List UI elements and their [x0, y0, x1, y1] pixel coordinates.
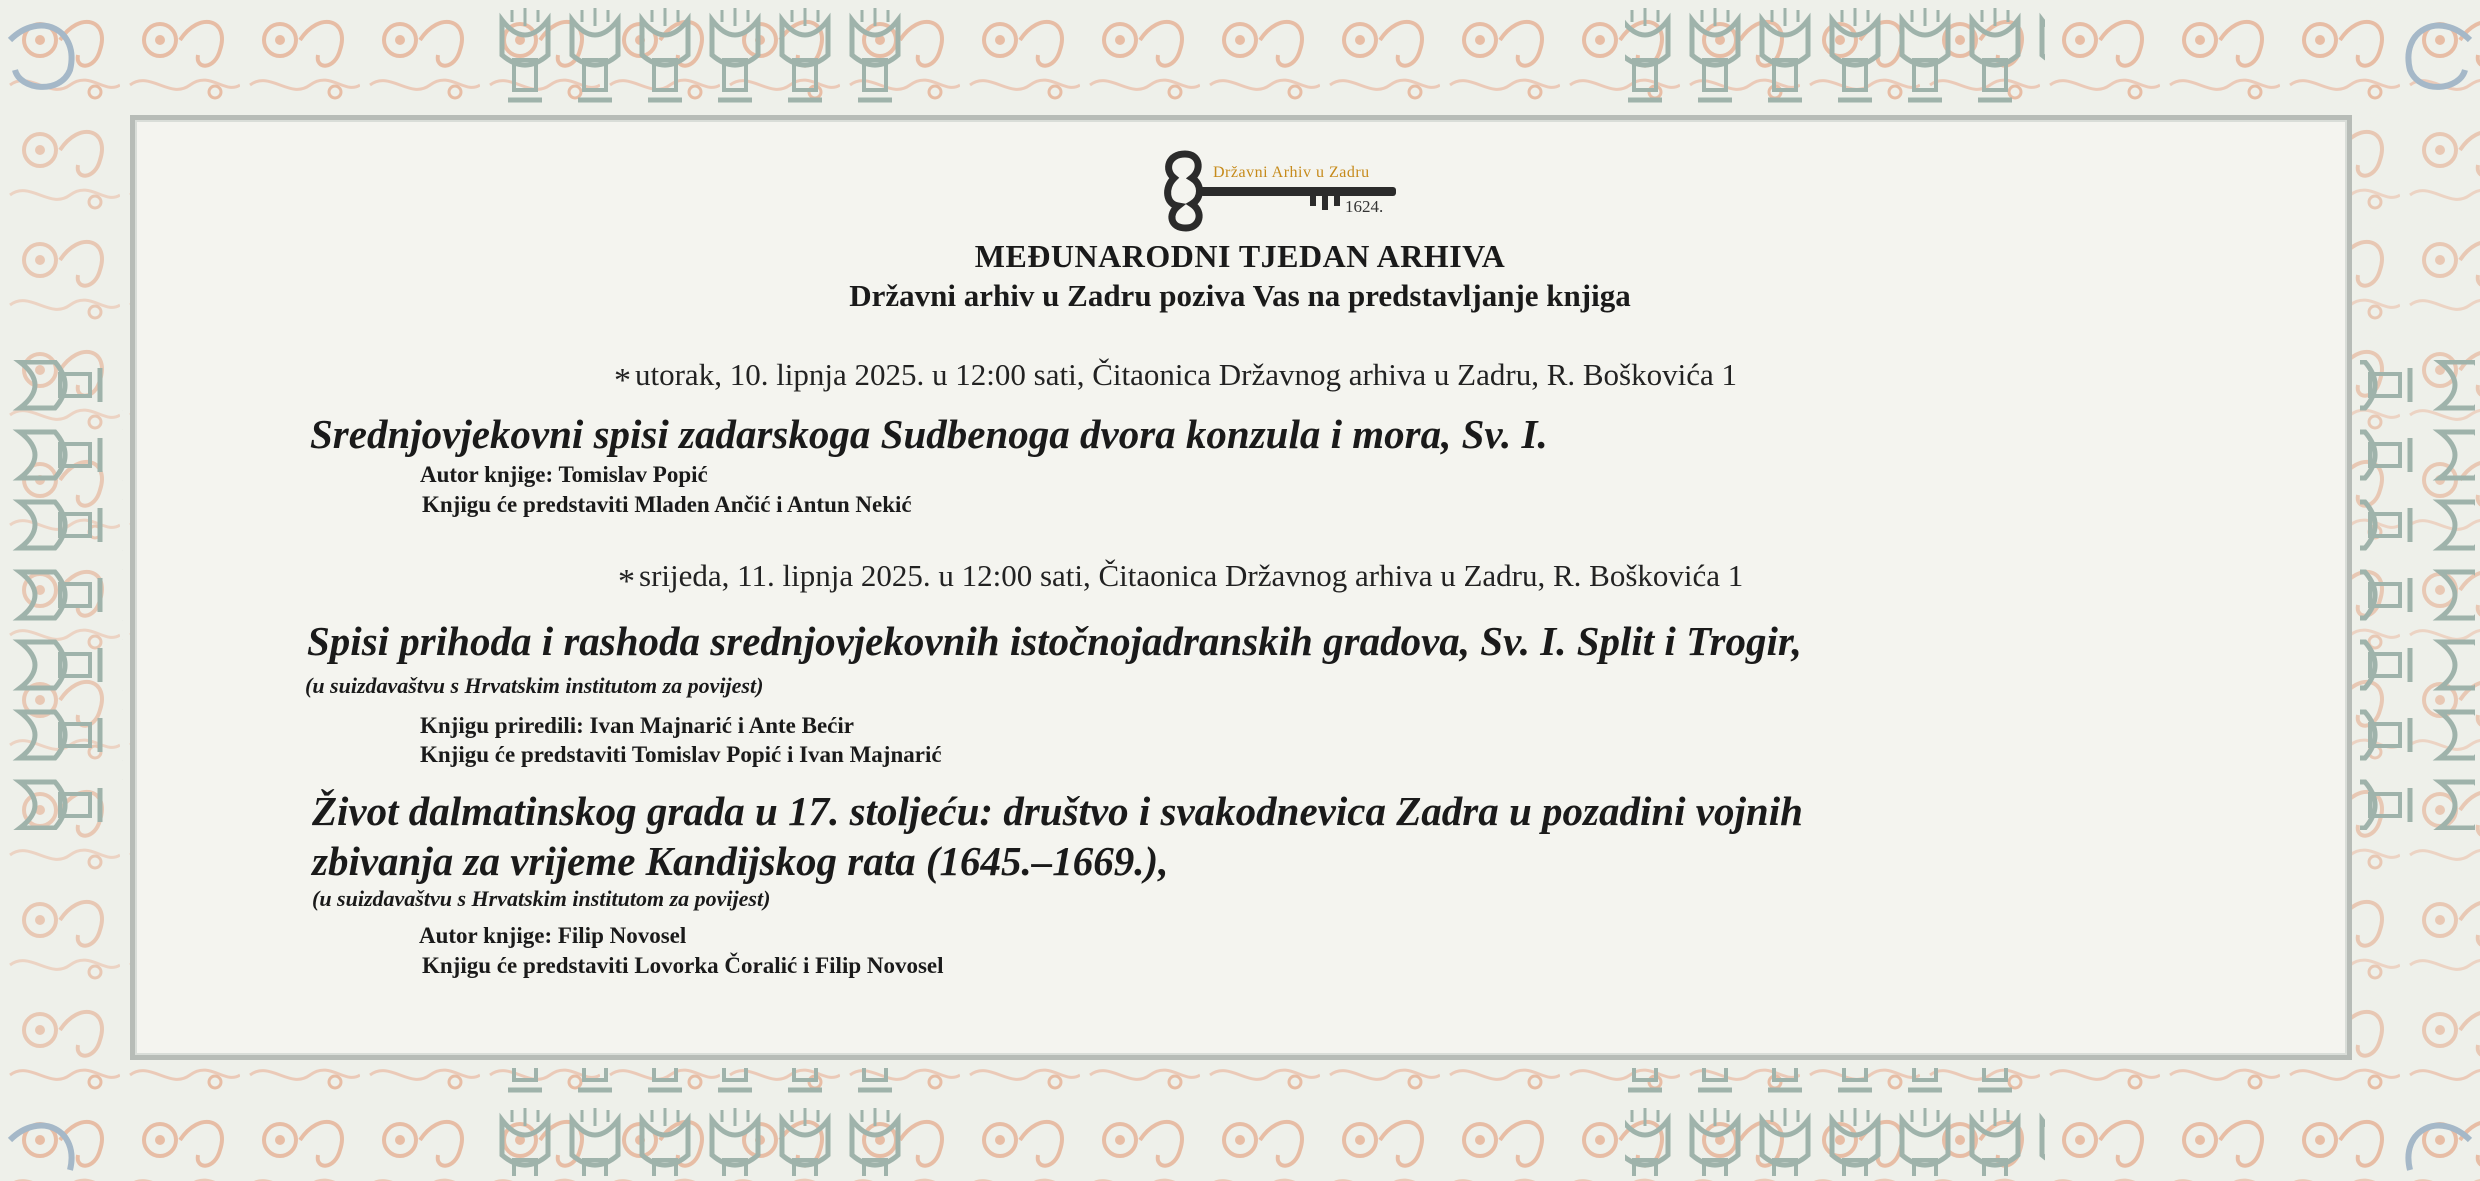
- book-presenters-3: Knjigu će predstaviti Lovorka Čoralić i Filip Novosel: [422, 953, 944, 978]
- book-presenters-2: Knjigu će predstaviti Tomislav Popić i Ivan Majnarić: [420, 742, 942, 767]
- book-note-3: (u suizdavaštvu s Hrvatskim institutom za povijest): [312, 886, 771, 911]
- event-date-text: utorak, 10. lipnja 2025. u 12:00 sati, Čitaonica Državnog arhiva u Zadru, R. Boškovića 1: [635, 357, 1737, 392]
- logo-wordmark: Državni Arhiv u Zadru: [1213, 164, 1370, 181]
- logo-year: 1624.: [1345, 197, 1384, 216]
- book-title-3-line2: zbivanja za vrijeme Kandijskog rata (1645.–1669.),: [312, 838, 1169, 884]
- event-date-1: [614, 356, 1737, 399]
- archive-key-logo-icon: [1160, 148, 1400, 232]
- page-subtitle: Državni arhiv u Zadru poziva Vas na predstavljanje knjiga: [849, 278, 1631, 313]
- book-author-1: Autor knjige: Tomislav Popić: [420, 462, 708, 487]
- book-author-3: Autor knjige: Filip Novosel: [419, 923, 687, 948]
- event-date-text: srijeda, 11. lipnja 2025. u 12:00 sati, Čitaonica Državnog arhiva u Zadru, R. Boškovića 1: [639, 558, 1744, 593]
- book-presenters-1: Knjigu će predstaviti Mladen Ančić i Antun Nekić: [422, 492, 912, 517]
- asterisk-bullet-icon: *: [618, 563, 635, 600]
- asterisk-bullet-icon: *: [614, 362, 631, 399]
- book-title-3-line1: Život dalmatinskog grada u 17. stoljeću: društvo i svakodnevica Zadra u pozadini vojnih: [312, 788, 1803, 834]
- book-note-2: (u suizdavaštvu s Hrvatskim institutom za povijest): [305, 673, 764, 698]
- book-title-2: Spisi prihoda i rashoda srednjovjekovnih istočnojadranskih gradova, Sv. I. Split i Trogir,: [307, 618, 1802, 664]
- book-editors-2: Knjigu priredili: Ivan Majnarić i Ante Bećir: [420, 713, 854, 738]
- page-title: MEĐUNARODNI TJEDAN ARHIVA: [974, 238, 1506, 274]
- event-date-2: [618, 557, 1744, 600]
- book-title-1: Srednjovjekovni spisi zadarskoga Sudbenoga dvora konzula i mora, Sv. I.: [310, 411, 1548, 457]
